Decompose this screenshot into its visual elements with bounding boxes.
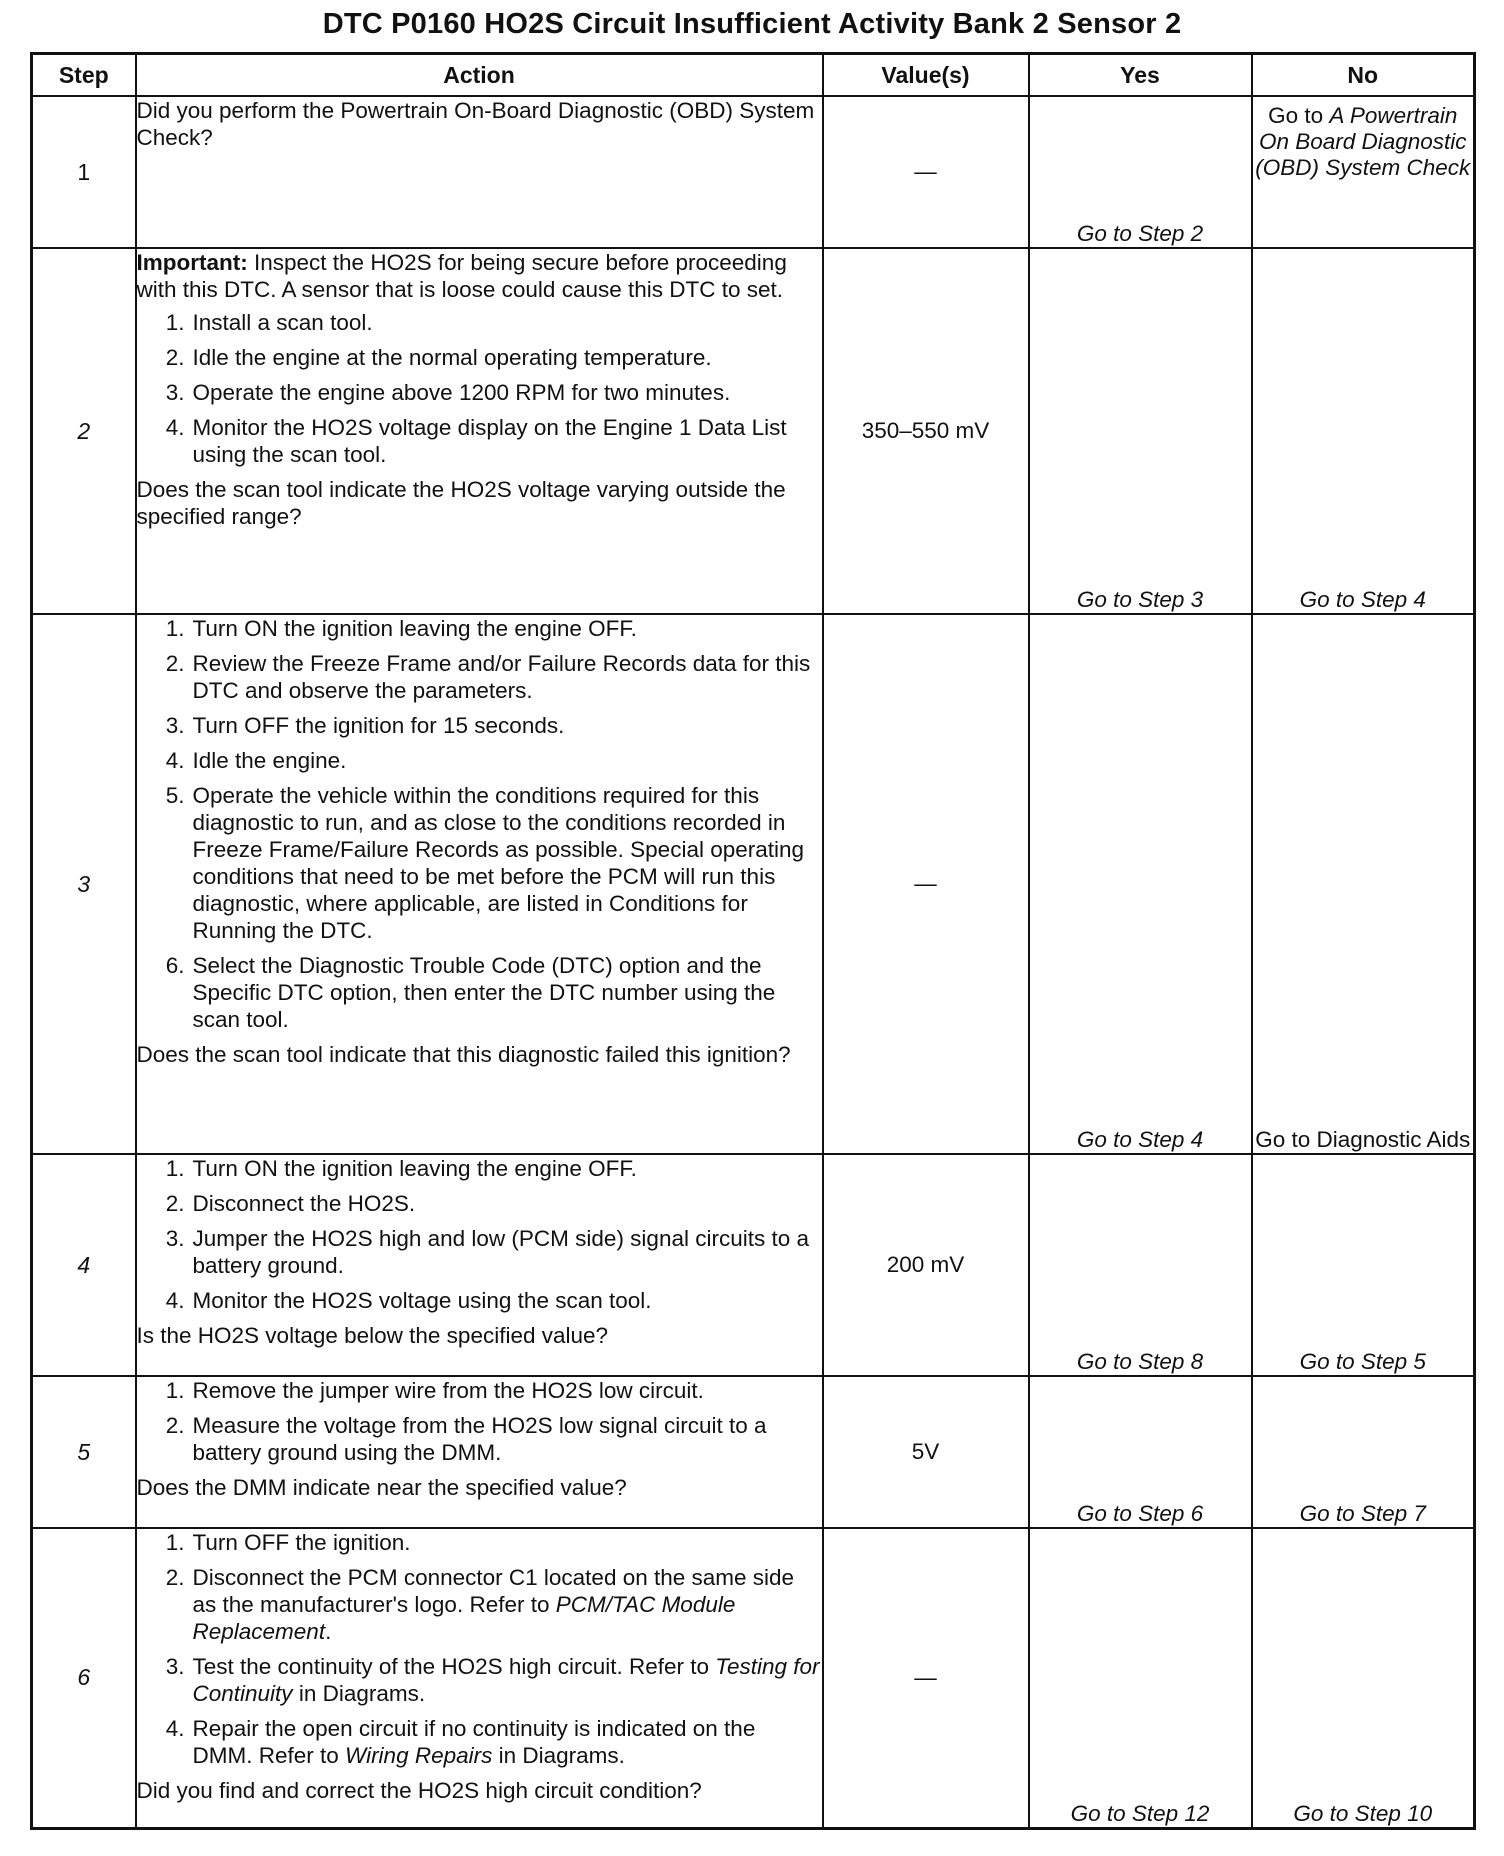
value-cell: 200 mV [823,1154,1029,1376]
list-item: 1. Remove the jumper wire from the HO2S low circuit. [165,1378,704,1403]
step-number: 5 [32,1376,136,1528]
no-cell: Go to Step 4 [1252,248,1475,614]
ref-pcm-tac-module-replacement: PCM/TAC Module Replacement [192,1592,736,1644]
yes-cell: Go to Step 6 [1029,1376,1252,1528]
list-item: 2. Disconnect the PCM connector C1 located on the same side as the manufacturer's logo. Refer to PCM/TAC Module Replacement. [165,1565,795,1644]
table-row [32,248,1475,614]
list-item: 6. Select the Diagnostic Trouble Code (DTC) option and the Specific DTC option, then enter the DTC number using the scan tool. [165,953,776,1032]
procedure-list [137,615,822,1033]
list-item: 2. Review the Freeze Frame and/or Failure Records data for this DTC and observe the parameters. [165,651,811,703]
list-item: 3. Turn OFF the ignition for 15 seconds. [165,713,565,738]
header-action: Action [136,54,823,97]
step-number: 2 [32,248,136,614]
step-question: Does the scan tool indicate the HO2S voltage varying outside the specified range? [136,477,786,529]
header-step: Step [32,54,136,97]
yes-cell: Go to Step 2 [1029,96,1252,248]
procedure-list [137,309,822,468]
important-label: Important: [136,250,248,275]
no-cell: Go to Step 7 [1252,1376,1475,1528]
value-cell: — [823,1528,1029,1828]
list-item: 1. Turn OFF the ignition. [165,1530,411,1555]
diagnostic-table [30,52,1476,1830]
table-row [32,1528,1475,1828]
table-row [32,1376,1475,1528]
step-number: 4 [32,1154,136,1376]
no-cell [1252,96,1475,248]
procedure-list [137,1529,822,1769]
no-prefix: Go to [1268,103,1330,128]
procedure-list [137,1377,822,1466]
ref-wiring-repairs: Wiring Repairs [345,1743,493,1768]
list-item: 4. Monitor the HO2S voltage display on the Engine 1 Data List using the scan tool. [165,415,787,467]
list-item: 1. Install a scan tool. [165,310,373,335]
step-question: Is the HO2S voltage below the specified value? [136,1323,609,1348]
step-question: Did you find and correct the HO2S high circuit condition? [136,1778,702,1803]
action-cell [136,614,823,1154]
action-cell [136,96,823,248]
table-row [32,96,1475,248]
no-cell: Go to Diagnostic Aids [1252,614,1475,1154]
list-item: 3. Test the continuity of the HO2S high circuit. Refer to Testing for Continuity in Diagrams. [165,1654,820,1706]
action-cell [136,1528,823,1828]
list-item: 5. Operate the vehicle within the conditions required for this diagnostic to run, and as close to the conditions recorded in Freeze Frame/Failure Records as possible. Special operating conditions that need to be met before the PCM will run this diagnostic, where applicable, are listed in Conditions for Running the DTC. [165,783,805,943]
value-cell: 5V [823,1376,1029,1528]
page-title: DTC P0160 HO2S Circuit Insufficient Activity Bank 2 Sensor 2 [322,8,1182,40]
yes-cell: Go to Step 8 [1029,1154,1252,1376]
table-row [32,614,1475,1154]
step-question: Does the DMM indicate near the specified value? [136,1475,627,1500]
list-item: 1. Turn ON the ignition leaving the engine OFF. [165,1156,637,1181]
header-no: No [1252,54,1475,97]
step-number: 1 [32,96,136,248]
list-item: 4. Repair the open circuit if no continuity is indicated on the DMM. Refer to Wiring Repairs in Diagrams. [165,1716,756,1768]
important-text: Inspect the HO2S for being secure before proceeding with this DTC. A sensor that is loose could cause this DTC to set. [136,250,787,302]
list-item: 4. Monitor the HO2S voltage using the scan tool. [165,1288,652,1313]
value-cell: — [823,614,1029,1154]
list-item: 4. Idle the engine. [165,748,347,773]
ref-testing-for-continuity: Testing for Continuity [192,1654,820,1706]
yes-cell: Go to Step 3 [1029,248,1252,614]
no-cell: Go to Step 5 [1252,1154,1475,1376]
procedure-list [137,1155,822,1314]
no-link-obd-check: A Powertrain On Board Diagnostic (OBD) System Check [1255,103,1471,180]
list-item: 2. Measure the voltage from the HO2S low signal circuit to a battery ground using the DMM. [165,1413,767,1465]
no-cell: Go to Step 10 [1252,1528,1475,1828]
action-cell [136,1154,823,1376]
yes-cell: Go to Step 4 [1029,614,1252,1154]
header-yes: Yes [1029,54,1252,97]
yes-cell: Go to Step 12 [1029,1528,1252,1828]
list-item: 2. Disconnect the HO2S. [165,1191,416,1216]
action-cell [136,248,823,614]
step-number: 3 [32,614,136,1154]
table-row [32,1154,1475,1376]
action-cell [136,1376,823,1528]
header-value: Value(s) [823,54,1029,97]
step-question: Does the scan tool indicate that this diagnostic failed this ignition? [136,1042,791,1067]
step-question: Did you perform the Powertrain On-Board Diagnostic (OBD) System Check? [136,98,815,150]
value-cell: — [823,96,1029,248]
step-number: 6 [32,1528,136,1828]
list-item: 2. Idle the engine at the normal operating temperature. [165,345,712,370]
important-note [137,249,822,303]
list-item: 3. Operate the engine above 1200 RPM for two minutes. [165,380,731,405]
list-item: 1. Turn ON the ignition leaving the engine OFF. [165,616,637,641]
list-item: 3. Jumper the HO2S high and low (PCM side) signal circuits to a battery ground. [165,1226,810,1278]
header-row [32,54,1475,97]
value-cell: 350–550 mV [823,248,1029,614]
